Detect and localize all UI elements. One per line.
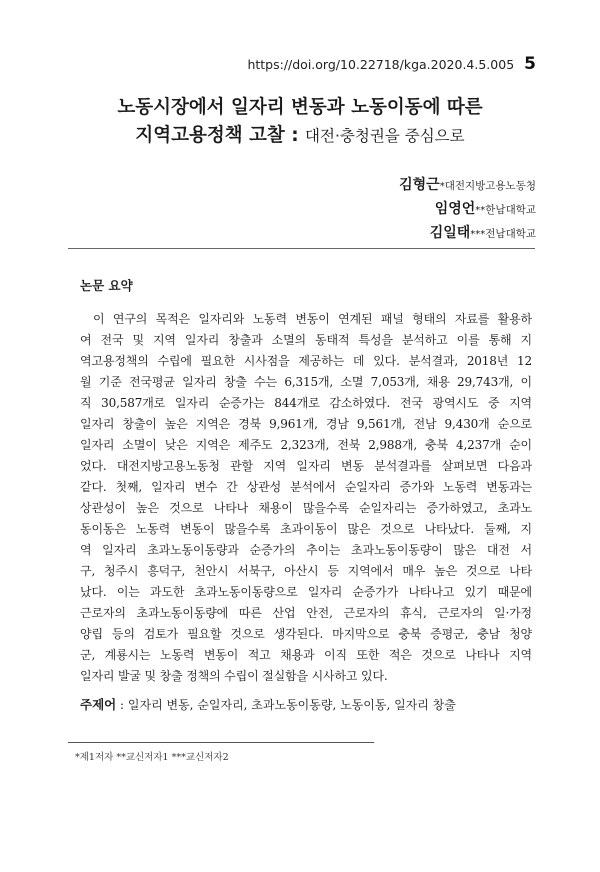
author-affiliation: 대전지방고용노동청 [444,180,536,192]
title-main: 지역고용정책 고찰 : [135,125,306,146]
abstract-line: 여 전국 및 지역 일자리 창출과 소멸의 동태적 특성을 분석하고 이를 통해 지 [80,333,532,347]
abstract-line: 일자리 발굴 및 창출 정책의 수립이 절실함을 시사하고 있다. [80,669,388,683]
abstract-line: 월 기준 전국평균 일자리 창출 수는 6,315개, 소멸 7,053개, 채용 29,743개, 이 [80,375,532,389]
abstract-line: 상관성이 높은 것으로 나타나 채용이 많을수록 순일자리는 증가하였고, 초과노 [80,501,532,515]
author-name: 김형근 [399,177,440,193]
abstract-line: 동이동은 노동력 변동이 많을수록 초과이동이 많은 것으로 나타났다. 둘째, 지 [80,522,532,536]
title-subtitle: 대전·충청권을 중심으로 [305,127,465,145]
author-3 [399,221,536,245]
author-mark: * [439,181,445,192]
abstract-line: 역고용정책의 수립에 필요한 시사점을 제공하는 데 있다. 분석결과, 2018년 12 [80,354,532,368]
paper-title [0,94,600,150]
keywords-label: 주제어 [80,697,117,712]
author-2 [399,197,536,221]
abstract-line: 구, 청주시 흥덕구, 천안시 서북구, 아산시 등 지역에서 매우 높은 것으로 나타 [80,564,532,578]
abstract-heading: 논문 요약 [80,278,133,293]
abstract-line: 이 연구의 목적은 일자리와 노동력 변동이 연계된 패널 형태의 자료를 활용하 [93,312,532,326]
author-1 [399,173,536,197]
author-mark: *** [470,229,486,240]
footnote-divider [68,742,374,743]
author-name: 임영언 [434,201,476,217]
author-name: 김일태 [429,225,471,241]
header-divider [68,248,535,249]
abstract-line: 군, 계룡시는 노동력 변동이 적고 채용과 이직 또한 적은 것으로 나타나 지역 [80,648,532,662]
footnote: *제1저자 **교신저자1 ***교신저자2 [75,752,229,763]
page-header [247,54,536,74]
abstract-line: 양립 등의 검토가 필요할 것으로 생각된다. 마지막으로 충북 증평군, 충남 청양 [80,627,532,641]
abstract-line: 일자리 소멸이 낮은 지역은 제주도 2,323개, 전북 2,988개, 충북 4,237개 순이 [80,438,532,452]
abstract-line: 근로자의 초과노동이동량에 따른 산업 안전, 근로자의 휴식, 근로자의 일·가정 [80,606,532,620]
keywords-separator: : [116,698,128,712]
author-affiliation: 전남대학교 [485,228,536,240]
author-mark: ** [475,205,486,216]
abstract-line: 었다. 대전지방고용노동청 관할 지역 일자리 변동 분석결과를 살펴보면 다음과 [80,459,532,473]
author-list [399,173,536,245]
abstract-body [80,309,532,687]
doi-link[interactable]: https://doi.org/10.22718/kga.2020.4.5.005 [247,57,515,72]
abstract-line: 역 일자리 초과노동이동량과 순증가의 추이는 초과노동이동량이 많은 대전 서 [80,543,532,557]
abstract-line: 같다. 첫째, 일자리 변수 간 상관성 분석에서 순일자리 증가와 노동력 변동과는 [80,480,532,494]
abstract-line: 직 30,587개로 일자리 순증가는 844개로 감소하였다. 전국 광역시도 중 지역 [80,396,532,410]
title-line-1: 노동시장에서 일자리 변동과 노동이동에 따른 [117,97,483,118]
keywords-text: 일자리 변동, 순일자리, 초과노동이동량, 노동이동, 일자리 창출 [127,698,456,712]
abstract-line: 일자리 창출이 높은 지역은 경북 9,961개, 경남 9,561개, 전남 9,430개 순으로 [80,417,532,431]
abstract-line: 났다. 이는 과도한 초과노동이동량으로 일자리 순증가가 나타나고 있기 때문에 [80,585,532,599]
page-number: 5 [524,54,536,74]
title-line-2 [0,122,600,150]
author-affiliation: 한남대학교 [485,204,536,216]
keywords [80,695,540,713]
